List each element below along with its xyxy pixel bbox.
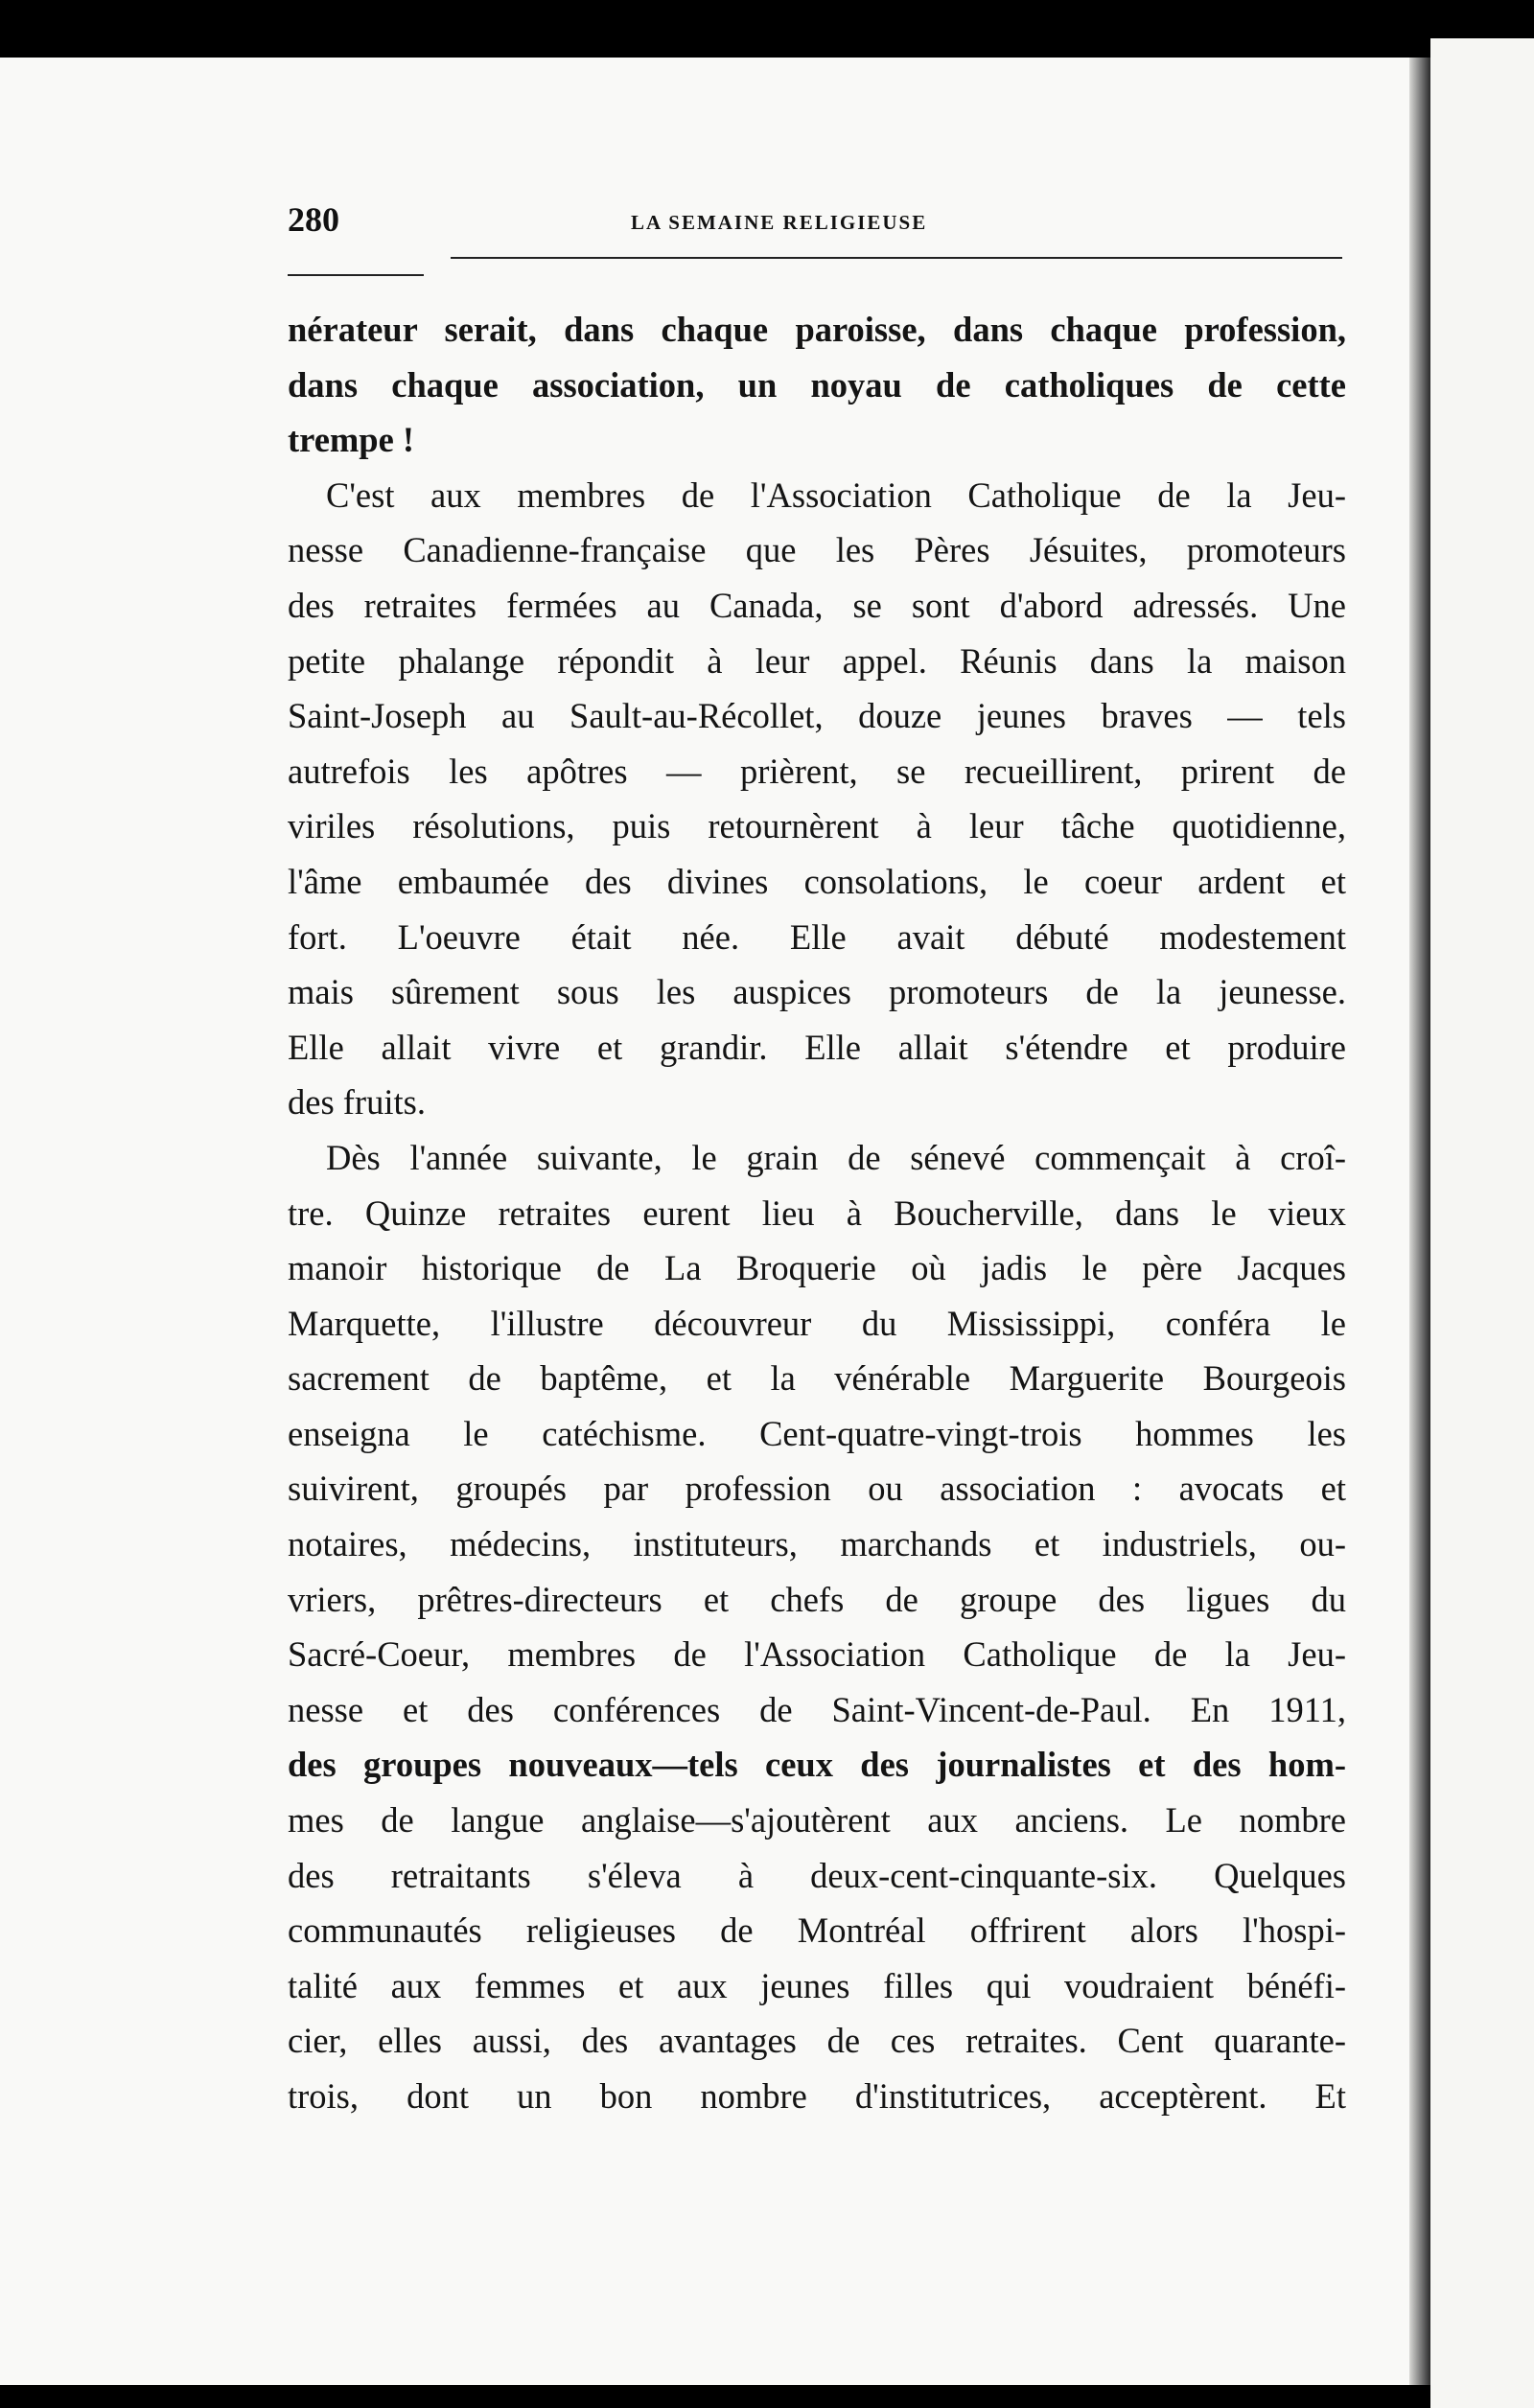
text-line: autrefois les apôtres — prièrent, se recueillirent, prirent de [288,751,1346,791]
paragraph-start-line: C'est aux membres de l'Association Catholique de la Jeu- [326,475,1346,515]
text-line: nérateur serait, dans chaque paroisse, dans chaque profession, [288,310,1346,349]
text-line: Sacré-Coeur, membres de l'Association Catholique de la Jeu- [288,1634,1346,1675]
gutter-shadow [1409,58,1430,2385]
text-line: tre. Quinze retraites eurent lieu à Boucherville, dans le vieux [288,1192,1346,1233]
text-line: suivirent, groupés par profession ou association : avocats et [288,1469,1346,1509]
text-line: vriers, prêtres-directeurs et chefs de groupe des ligues du [288,1579,1346,1619]
text-line: viriles résolutions, puis retournèrent à leur tâche quotidienne, [288,806,1346,846]
body-text [288,302,1346,2124]
header-rule-long [451,257,1342,259]
text-line: sacrement de baptême, et la vénérable Marguerite Bourgeois [288,1358,1346,1399]
text-line: dans chaque association, un noyau de catholiques de cette [288,364,1346,405]
text-line: mais sûrement sous les auspices promoteurs de la jeunesse. [288,972,1346,1012]
text-line: des groupes nouveaux—tels ceux des journalistes et des hom- [288,1745,1346,1785]
text-line: trempe ! [288,420,415,460]
text-line: Elle allait vivre et grandir. Elle allait s'étendre et produire [288,1027,1346,1067]
header-rule-short [288,274,424,276]
text-line: talité aux femmes et aux jeunes filles qui voudraient bénéfi- [288,1965,1346,2005]
text-line: enseigna le catéchisme. Cent-quatre-vingt-trois hommes les [288,1413,1346,1453]
text-line: l'âme embaumée des divines consolations, le coeur ardent et [288,861,1346,901]
text-line: petite phalange répondit à leur appel. Réunis dans la maison [288,640,1346,681]
text-line: des retraites fermées au Canada, se sont d'abord adressés. Une [288,585,1346,625]
text-line: nesse Canadienne-française que les Pères Jésuites, promoteurs [288,530,1346,570]
text-line: des retraitants s'éleva à deux-cent-cinquante-six. Quelques [288,1855,1346,1895]
page-number: 280 [288,200,339,239]
running-header [288,199,1346,247]
text-line: communautés religieuses de Montréal offrirent alors l'hospi- [288,1910,1346,1951]
running-title: LA SEMAINE RELIGIEUSE [631,211,928,234]
text-line: fort. L'oeuvre était née. Elle avait débuté modestement [288,916,1346,957]
text-line: des fruits. [288,1082,426,1123]
next-page-edge [1430,38,1534,2408]
text-line: manoir historique de La Broquerie où jadis le père Jacques [288,1248,1346,1288]
text-line: mes de langue anglaise—s'ajoutèrent aux anciens. Le nombre [288,1800,1346,1841]
text-line: Marquette, l'illustre découvreur du Mississippi, conféra le [288,1303,1346,1343]
text-line: Saint-Joseph au Sault-au-Récollet, douze jeunes braves — tels [288,696,1346,736]
paragraph-start-line: Dès l'année suivante, le grain de sénevé commençait à croî- [326,1137,1346,1177]
text-line: trois, dont un bon nombre d'institutrices, acceptèrent. Et [288,2076,1346,2116]
text-line: nesse et des conférences de Saint-Vincent-de-Paul. En 1911, [288,1689,1346,1729]
text-line: notaires, médecins, instituteurs, marchands et industriels, ou- [288,1524,1346,1564]
text-line: cier, elles aussi, des avantages de ces retraites. Cent quarante- [288,2021,1346,2061]
